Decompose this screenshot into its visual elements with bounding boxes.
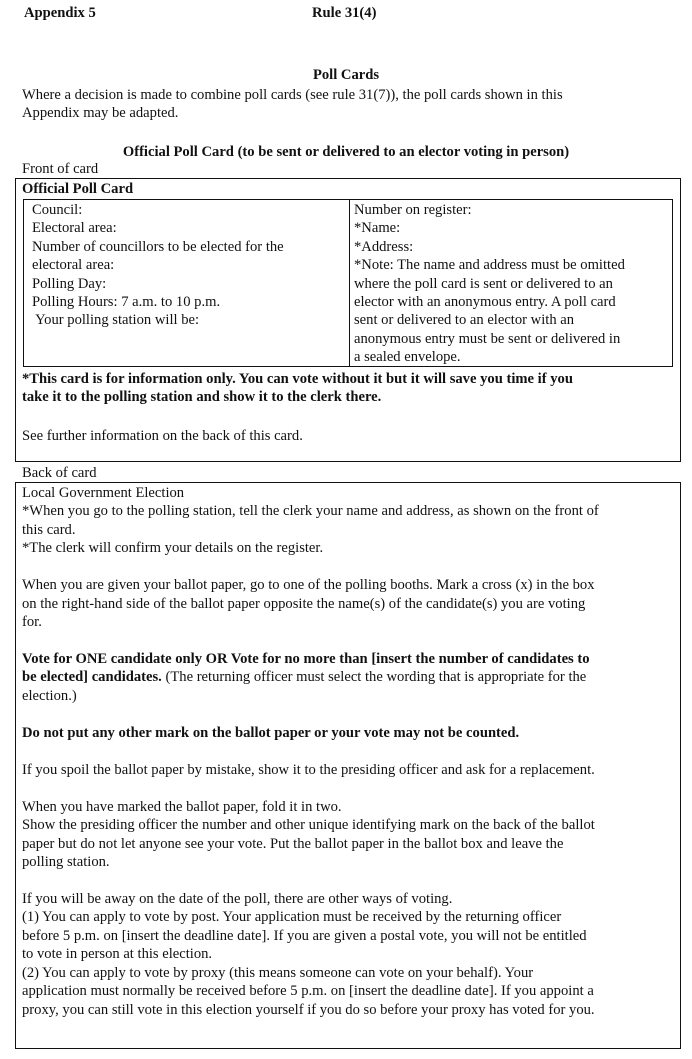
instruction-line: (1) You can apply to vote by post. Your application must be received by the returning officer: [22, 909, 562, 926]
elector-line: *Address:: [354, 238, 414, 255]
instruction-line: polling station.: [22, 854, 110, 871]
back-card-box: [15, 482, 681, 1049]
instruction-line: for.: [22, 614, 42, 631]
intro-text: [22, 86, 672, 123]
instruction-line: When you have marked the ballot paper, fold it in two.: [22, 798, 342, 815]
detail-line: electoral area:: [32, 257, 115, 274]
elector-line: anonymous entry must be sent or delivered in: [354, 330, 621, 347]
instruction-line: to vote in person at this election.: [22, 946, 213, 963]
elector-details-column: [350, 200, 672, 366]
elector-line: where the poll card is sent or delivered to an: [354, 275, 613, 292]
elector-line: *Name:: [354, 220, 401, 237]
further-info-text: See further information on the back of this card.: [22, 428, 303, 444]
rule-reference: Rule 31(4): [312, 5, 377, 21]
front-card-title: Official Poll Card: [22, 181, 134, 197]
election-type: Local Government Election: [22, 485, 185, 501]
detail-line: Polling Day:: [32, 275, 107, 292]
instruction-line: (2) You can apply to vote by proxy (this means someone can vote on your behalf). Your: [22, 964, 534, 981]
election-details-column: [24, 200, 350, 366]
intro-line: Where a decision is made to combine poll cards (see rule 31(7)), the poll cards shown in this: [22, 87, 563, 103]
front-of-card-label: Front of card: [22, 161, 99, 177]
card-heading: Official Poll Card (to be sent or delivered to an elector voting in person): [122, 144, 570, 160]
instruction-line: When you are given your ballot paper, go to one of the polling booths. Mark a cross (x) in the box: [22, 577, 595, 594]
intro-line: Appendix may be adapted.: [22, 105, 179, 122]
elector-line: a sealed envelope.: [354, 349, 461, 366]
front-card-box: [15, 178, 681, 462]
wording-note: (The returning officer must select the wording that is appropriate for the: [161, 669, 587, 686]
instruction-line: If you spoil the ballot paper by mistake, show it to the presiding officer and ask for a replacement.: [22, 761, 595, 778]
instruction-line: *The clerk will confirm your details on the register.: [22, 540, 324, 557]
vote-count-instruction-end: be elected] candidates.: [22, 669, 162, 686]
detail-line: Council:: [32, 202, 83, 218]
elector-line: Number on register:: [354, 202, 472, 218]
elector-line: *Note: The name and address must be omitted: [354, 257, 625, 274]
back-card-text: [22, 484, 674, 1019]
notice-line: *This card is for information only. You can vote without it but it will save you time if you: [22, 371, 573, 387]
instruction-line: on the right-hand side of the ballot paper opposite the name(s) of the candidate(s) you are voting: [22, 595, 586, 612]
instruction-line: proxy, you can still vote in this election yourself if you do so before your proxy has voted for you.: [22, 1001, 595, 1018]
instruction-line: *When you go to the polling station, tell the clerk your name and address, as shown on the front of: [22, 503, 599, 520]
instruction-line: before 5 p.m. on [insert the deadline date]. If you are given a postal vote, you will not be entitled: [22, 927, 587, 944]
detail-line: Polling Hours: 7 a.m. to 10 p.m.: [32, 294, 221, 311]
detail-line: Number of councillors to be elected for the: [32, 238, 284, 255]
detail-line: Your polling station will be:: [32, 312, 200, 329]
section-title: Poll Cards: [312, 67, 380, 83]
instruction-line: [22, 668, 674, 686]
elector-line: sent or delivered to an elector with an: [354, 312, 575, 329]
warning-line: Do not put any other mark on the ballot paper or your vote may not be counted.: [22, 724, 520, 741]
instruction-line: If you will be away on the date of the poll, there are other ways of voting.: [22, 891, 453, 908]
detail-line: Electoral area:: [32, 220, 117, 237]
instruction-line: election.): [22, 687, 77, 704]
instruction-line: Show the presiding officer the number and other unique identifying mark on the back of the ballot: [22, 817, 595, 834]
appendix-label: Appendix 5: [24, 5, 96, 21]
notice-line: take it to the polling station and show it to the clerk there.: [22, 389, 382, 406]
elector-line: elector with an anonymous entry. A poll card: [354, 294, 616, 311]
card-details-table: [23, 199, 673, 367]
instruction-line: this card.: [22, 521, 76, 538]
information-notice: [22, 370, 672, 407]
vote-count-instruction: Vote for ONE candidate only OR Vote for no more than [insert the number of candidates to: [22, 651, 590, 668]
instruction-line: application must normally be received before 5 p.m. on [insert the deadline date]. If you appoint a: [22, 983, 594, 1000]
back-of-card-label: Back of card: [22, 465, 97, 481]
instruction-line: paper but do not let anyone see your vote. Put the ballot paper in the ballot box and leave the: [22, 835, 564, 852]
